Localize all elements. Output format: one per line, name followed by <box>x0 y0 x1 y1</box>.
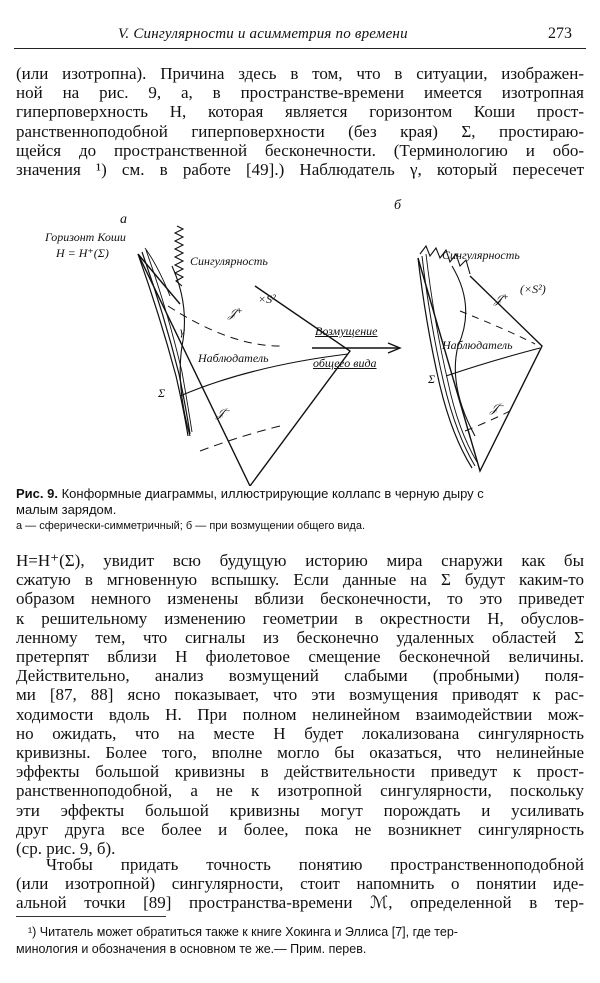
text-line: друг друга все более и более, пока не возникнет сингулярность <box>16 819 584 839</box>
panel-a-gamma: γ <box>180 324 185 338</box>
caption-sublabel: а — сферически-симметричный; б — при возмущении общего вида. <box>16 520 366 532</box>
perturbation-label: Возмущение <box>315 324 378 338</box>
text-line: ранственноподобной гиперповерхности (без края) Σ, простираю- <box>16 121 584 141</box>
panel-b-times-s2: (×S²) <box>520 282 546 296</box>
panel-b-singularity-label: Сингулярность <box>442 248 520 262</box>
text-line: сжатую в мгновенную вспышку. Если данные на Σ будут каким-то <box>16 570 584 590</box>
text-line: ной на рис. 9, а, в пространстве-времени имеется изотропная <box>16 83 584 103</box>
text-line: альной точки [89] пространства-времени ℳ, определенной в тер- <box>16 893 584 913</box>
panel-a-singularity-label: Сингулярность <box>190 254 268 268</box>
text-line: к решительному изменению геометрии в окрестности H, обуслов- <box>16 608 584 628</box>
text-line: ходимости вдоль H. При полном нелинейном взаимодействии мож- <box>16 704 584 724</box>
caption-text: малым зарядом. <box>16 502 117 517</box>
header-rule <box>14 48 586 49</box>
caption-label: Рис. 9. <box>16 486 58 501</box>
text-line: эффекты большой кривизны в действительности приведут к прост- <box>16 762 584 782</box>
footnote-line: минология и обозначения в основном те же.— Прим. перев. <box>16 942 367 956</box>
panel-b-scri-minus: 𝒥⁻ <box>490 401 505 415</box>
panel-a-observer <box>172 266 190 436</box>
text-line: (или изотропной) сингулярности, стоит напомнить о понятии иде- <box>16 874 584 894</box>
text-line: (или изотропна). Причина здесь в том, что в ситуации, изображен- <box>16 64 584 83</box>
paragraph-2 <box>16 551 584 858</box>
panel-a-scri-plus: 𝒥⁺ <box>228 306 243 320</box>
panel-a-observer-label: Наблюдатель <box>198 351 269 365</box>
text-line: щейся до пространственной бесконечности. (Терминологию и обо- <box>16 140 584 160</box>
footnote-line: ¹) Читатель может обратиться также к книге Хокинга и Эллиса [7], где тер- <box>28 925 458 939</box>
text-line: кривизны. Более того, вполне могло бы оказаться, что нелинейные <box>16 743 584 763</box>
horizon-label: Горизонт Коши <box>45 230 126 244</box>
panel-b-observer-label: Наблюдатель <box>442 338 513 352</box>
panel-a-horizon <box>138 254 188 436</box>
footnote <box>16 924 584 958</box>
page-number: 273 <box>548 25 572 42</box>
panel-a-sigma: Σ <box>158 386 166 400</box>
text-line: ранственноподобной, а не к изотропной сингулярности, поскольку <box>16 781 584 801</box>
text-line: (ср. рис. 9, б). <box>16 839 116 859</box>
panel-b-scri-plus: 𝒥⁺ <box>494 292 509 306</box>
general-type-label: общего вида <box>313 356 377 370</box>
text-line: эти эффекты большой кривизны могут порождать и усиливать <box>16 800 584 820</box>
figure-9 <box>45 196 550 486</box>
text-line: претерпят вблизи H фиолетовое смещение бесконечной величины. <box>16 647 584 667</box>
text-line: образом немного изменены вблизи бесконечности, то это приведет <box>16 589 584 609</box>
caption-text: Конформные диаграммы, иллюстрирующие коллапс в черную дыру с <box>61 486 484 501</box>
horizon-formula: H = H⁺(Σ) <box>56 246 109 260</box>
text-line: ленному тем, что сигналы из бесконечно удаленных областей Σ <box>16 627 584 647</box>
paragraph-3 <box>16 855 584 913</box>
panel-a-letter: а <box>120 212 127 227</box>
text-line: Чтобы придать точность понятию пространственноподобной <box>46 855 584 874</box>
panel-b-letter: б <box>394 198 402 213</box>
text-line: Действительно, анализ возмущений слабыми (пробными) поля- <box>16 666 584 686</box>
figure-caption <box>16 486 584 534</box>
running-head: V. Сингулярности и асимметрия по времени <box>118 26 408 42</box>
paragraph-1 <box>16 64 584 179</box>
panel-b-sigma: Σ <box>428 372 436 386</box>
text-line: значения ¹) см. в работе [49].) Наблюдатель γ, который пересечет <box>16 160 584 180</box>
text-line: но ожидать, что на месте H будет локализована сингулярность <box>16 723 584 743</box>
panel-a-times-s2: ×S² <box>258 292 276 306</box>
text-line: H=H⁺(Σ), увидит всю будущую историю мира снаружи как бы <box>16 551 584 570</box>
panel-a-scri-minus: 𝒥⁻ <box>216 406 231 420</box>
footnote-rule <box>16 916 166 917</box>
text-line: ми [87, 88] ясно показывает, что эти возмущения приводят к рас- <box>16 685 584 705</box>
text-line: гиперповерхность H, которая является горизонтом Коши прост- <box>16 102 584 122</box>
